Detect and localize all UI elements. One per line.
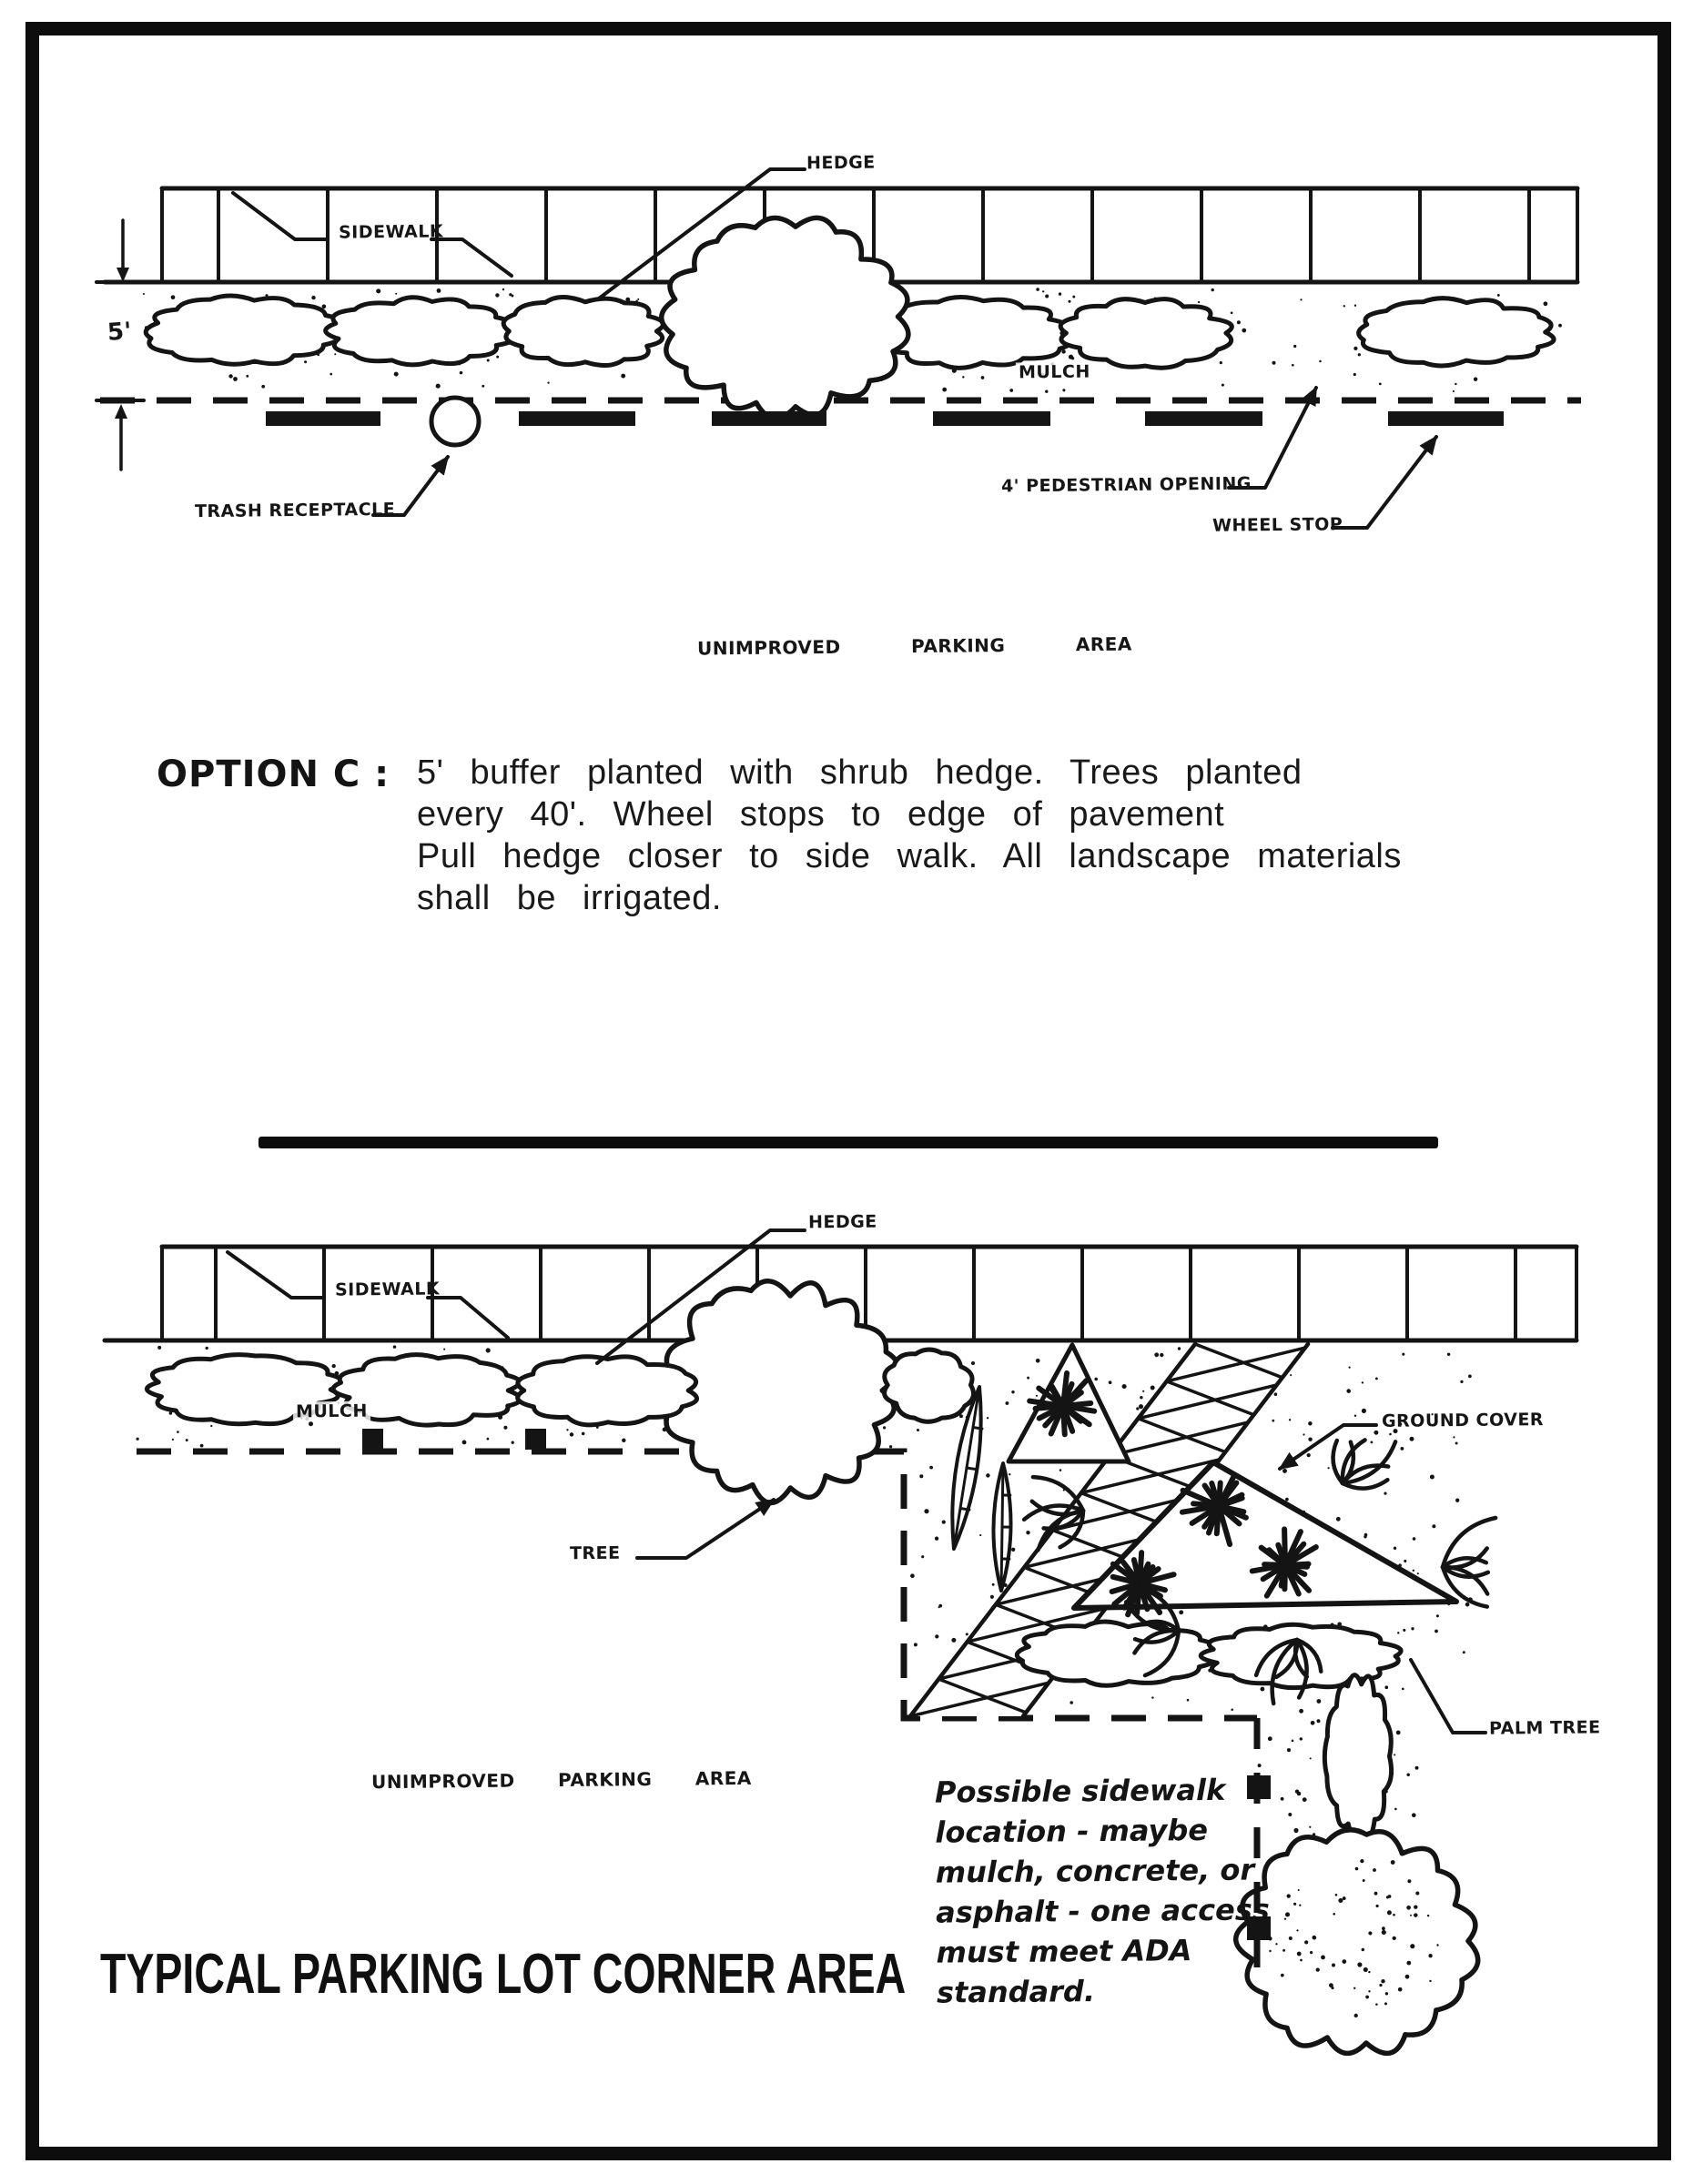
unimproved-parking-area-label: UNIMPROVED PARKING AREA (696, 632, 1132, 660)
mulch-label: MULCH (1016, 362, 1093, 383)
option-c-line: 5' buffer planted with shrub hedge. Trees planted (417, 753, 1303, 792)
pedestrian-opening-label: 4' PEDESTRIAN OPENING (1000, 473, 1252, 497)
trash-receptacle-circle (431, 398, 479, 445)
option-c-heading: OPTION C : (157, 753, 390, 795)
option-c-text (417, 752, 1402, 919)
tree-label: TREE (569, 1542, 621, 1564)
wheel-stop-label: WHEEL STOP (1211, 514, 1343, 536)
hedge-label: HEDGE (806, 152, 876, 174)
top-diagram (96, 169, 1581, 528)
option-c-line: every 40'. Wheel stops to edge of pavement (417, 795, 1225, 834)
tree-canopy (659, 1281, 898, 1503)
buffer-dimension-label: 5' (106, 318, 134, 347)
palm-tree-label: PALM TREE (1488, 1717, 1601, 1739)
sidewalk-label: SIDEWALK (334, 1279, 441, 1300)
sidewalk-label: SIDEWALK (338, 221, 444, 243)
drawing-title: TYPICAL PARKING LOT CORNER AREA (100, 1943, 907, 2006)
trash-receptacle-label: TRASH RECEPTACLE (194, 499, 396, 522)
option-c-line: shall be irrigated. (417, 879, 722, 917)
mulch-label: MULCH (293, 1401, 370, 1422)
sidewalk-note (935, 1769, 1271, 2012)
note-line: mulch, concrete, or (935, 1852, 1255, 1890)
hedge-label: HEDGE (807, 1211, 877, 1233)
note-line: location - maybe (935, 1812, 1209, 1850)
note-line: asphalt - one access (936, 1892, 1271, 1930)
unimproved-parking-area-label: UNIMPROVED PARKING AREA (370, 1766, 752, 1794)
note-line: standard. (936, 1974, 1096, 2010)
palm-tree-canopy (1236, 1830, 1478, 2054)
option-c-line: Pull hedge closer to side walk. All landscape materials (417, 837, 1402, 875)
bottom-diagram (105, 1230, 1576, 2053)
palm-tree-trunk (1324, 1675, 1391, 1839)
section-divider-line (259, 1137, 1438, 1148)
tree-canopy (662, 217, 908, 418)
ground-cover-label: GROUND COVER (1381, 1410, 1545, 1431)
note-line: must meet ADA (936, 1933, 1192, 1970)
note-line: Possible sidewalk (934, 1772, 1226, 1810)
